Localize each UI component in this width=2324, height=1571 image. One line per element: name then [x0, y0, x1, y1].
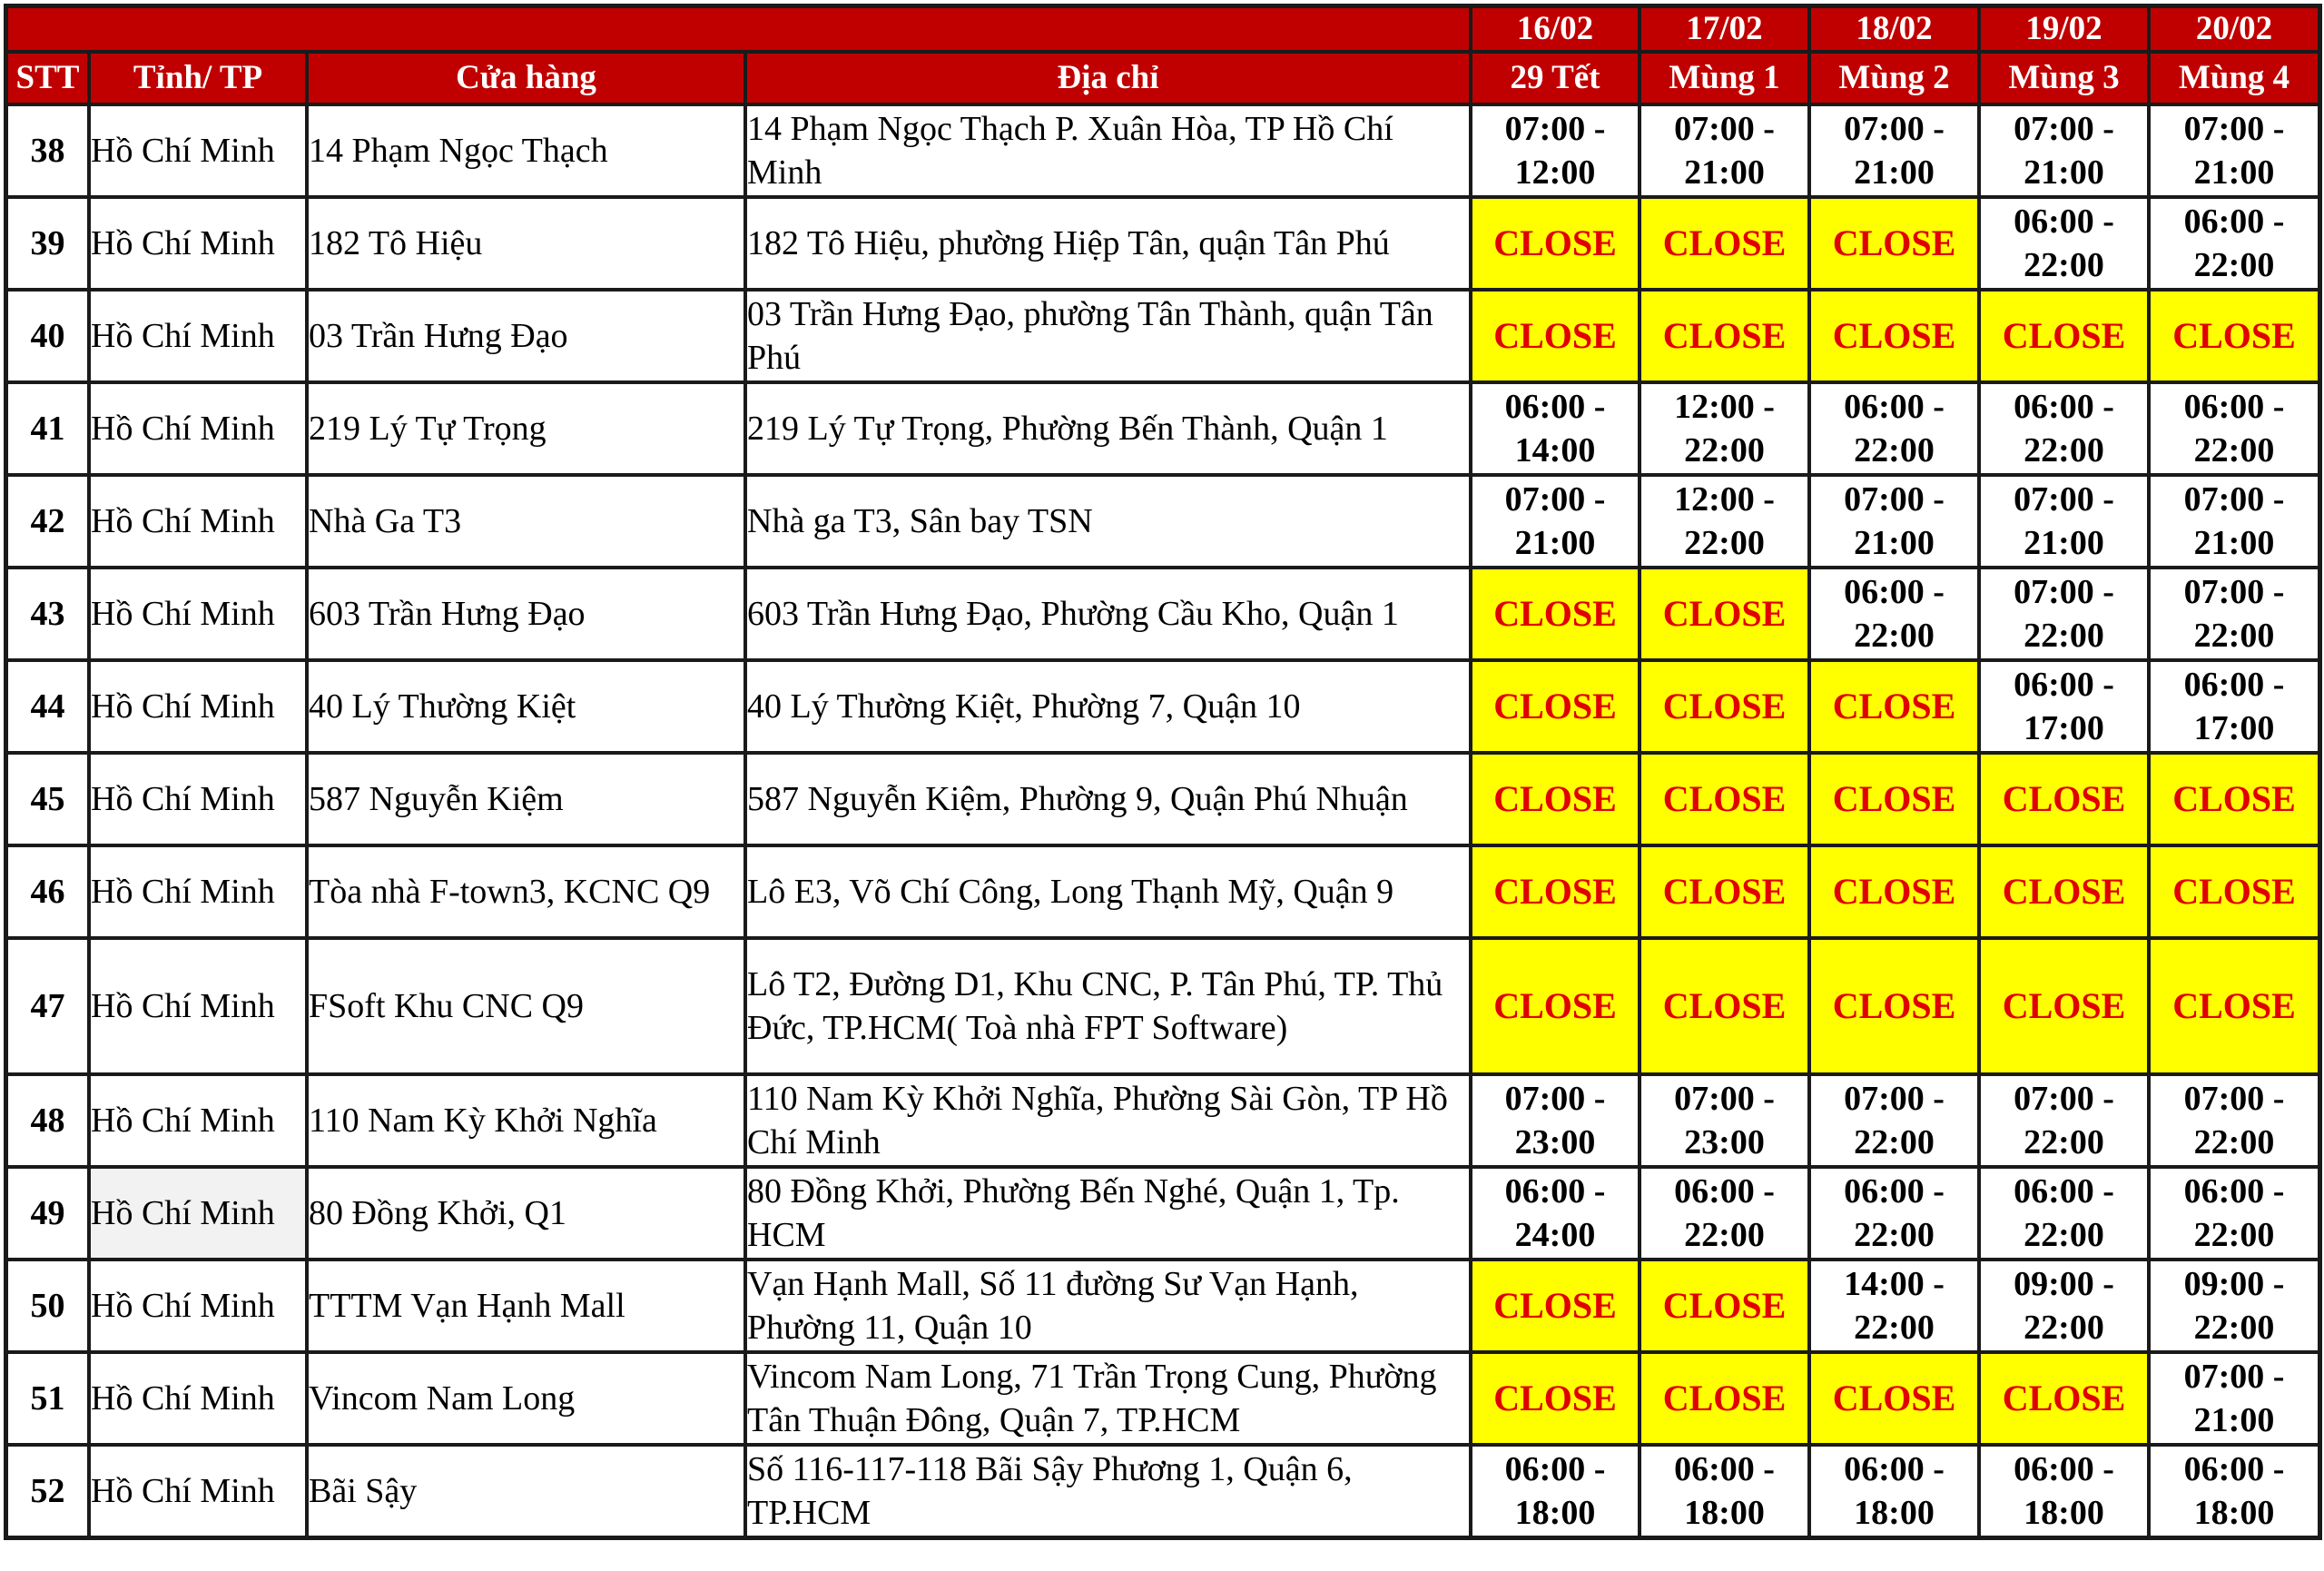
address-cell: 603 Trần Hưng Đạo, Phường Cầu Kho, Quận 1 [745, 568, 1471, 660]
opening-hours-cell: 07:00 - 21:00 [1471, 475, 1640, 568]
opening-hours-cell: 07:00 - 21:00 [1979, 475, 2149, 568]
closed-status-cell: CLOSE [1471, 845, 1640, 938]
store-name-cell: FSoft Khu CNC Q9 [307, 938, 745, 1074]
opening-hours-cell: 07:00 - 22:00 [1809, 1074, 1979, 1167]
address-cell: 219 Lý Tự Trọng, Phường Bến Thành, Quận 1 [745, 382, 1471, 475]
lunar-day-header: 29 Tết [1471, 52, 1640, 104]
opening-hours-cell: 06:00 - 17:00 [2149, 660, 2319, 753]
date-header: 16/02 [1471, 6, 1640, 52]
table-row [6, 1445, 2319, 1537]
table-row [6, 568, 2319, 660]
closed-status-cell: CLOSE [1471, 753, 1640, 845]
table-row [6, 1074, 2319, 1167]
opening-hours-cell: 07:00 - 22:00 [1979, 568, 2149, 660]
closed-status-cell: CLOSE [1979, 290, 2149, 382]
opening-hours-cell: 06:00 - 22:00 [2149, 197, 2319, 290]
date-header: 18/02 [1809, 6, 1979, 52]
address-cell: 40 Lý Thường Kiệt, Phường 7, Quận 10 [745, 660, 1471, 753]
store-name-cell: TTTM Vạn Hạnh Mall [307, 1260, 745, 1352]
province-cell: Hồ Chí Minh [89, 1074, 307, 1167]
address-cell: 03 Trần Hưng Đạo, phường Tân Thành, quận Tân Phú [745, 290, 1471, 382]
province-cell: Hồ Chí Minh [89, 845, 307, 938]
opening-hours-cell: 06:00 - 22:00 [1809, 382, 1979, 475]
province-cell: Hồ Chí Minh [89, 1352, 307, 1445]
closed-status-cell: CLOSE [1471, 568, 1640, 660]
store-name-cell: 219 Lý Tự Trọng [307, 382, 745, 475]
opening-hours-cell: 06:00 - 17:00 [1979, 660, 2149, 753]
table-row [6, 104, 2319, 197]
closed-status-cell: CLOSE [1471, 290, 1640, 382]
opening-hours-cell: 07:00 - 23:00 [1471, 1074, 1640, 1167]
opening-hours-cell: 07:00 - 21:00 [1809, 475, 1979, 568]
row-number: 38 [6, 104, 89, 197]
opening-hours-cell: 07:00 - 21:00 [1640, 104, 1809, 197]
date-header: 17/02 [1640, 6, 1809, 52]
closed-status-cell: CLOSE [1809, 290, 1979, 382]
opening-hours-cell: 06:00 - 22:00 [1979, 382, 2149, 475]
store-name-cell: 587 Nguyễn Kiệm [307, 753, 745, 845]
province-cell: Hồ Chí Minh [89, 104, 307, 197]
province-cell: Hồ Chí Minh [89, 753, 307, 845]
opening-hours-cell: 09:00 - 22:00 [1979, 1260, 2149, 1352]
opening-hours-cell: 07:00 - 21:00 [1979, 104, 2149, 197]
closed-status-cell: CLOSE [1809, 753, 1979, 845]
column-header-row [6, 52, 2319, 104]
closed-status-cell: CLOSE [1809, 938, 1979, 1074]
address-cell: 14 Phạm Ngọc Thạch P. Xuân Hòa, TP Hồ Chí Minh [745, 104, 1471, 197]
address-cell: Lô E3, Võ Chí Công, Long Thạnh Mỹ, Quận 9 [745, 845, 1471, 938]
closed-status-cell: CLOSE [1640, 845, 1809, 938]
opening-hours-cell: 12:00 - 22:00 [1640, 382, 1809, 475]
store-name-cell: Tòa nhà F-town3, KCNC Q9 [307, 845, 745, 938]
row-number: 39 [6, 197, 89, 290]
opening-hours-cell: 06:00 - 18:00 [1809, 1445, 1979, 1537]
opening-hours-cell: 07:00 - 22:00 [1979, 1074, 2149, 1167]
date-header: 19/02 [1979, 6, 2149, 52]
address-cell: Số 116-117-118 Bãi Sậy Phương 1, Quận 6, TP.HCM [745, 1445, 1471, 1537]
opening-hours-cell: 06:00 - 22:00 [1809, 1167, 1979, 1260]
closed-status-cell: CLOSE [1640, 1260, 1809, 1352]
table-row [6, 290, 2319, 382]
closed-status-cell: CLOSE [1979, 1352, 2149, 1445]
row-number: 48 [6, 1074, 89, 1167]
opening-hours-cell: 06:00 - 22:00 [1640, 1167, 1809, 1260]
opening-hours-cell: 07:00 - 21:00 [2149, 475, 2319, 568]
opening-hours-cell: 07:00 - 23:00 [1640, 1074, 1809, 1167]
table-row [6, 475, 2319, 568]
closed-status-cell: CLOSE [1471, 660, 1640, 753]
closed-status-cell: CLOSE [1640, 568, 1809, 660]
opening-hours-cell: 06:00 - 22:00 [1979, 197, 2149, 290]
province-cell: Hồ Chí Minh [89, 382, 307, 475]
closed-status-cell: CLOSE [1640, 290, 1809, 382]
province-cell: Hồ Chí Minh [89, 568, 307, 660]
store-name-cell: 40 Lý Thường Kiệt [307, 660, 745, 753]
closed-status-cell: CLOSE [2149, 845, 2319, 938]
address-cell: Vincom Nam Long, 71 Trần Trọng Cung, Phường Tân Thuận Đông, Quận 7, TP.HCM [745, 1352, 1471, 1445]
address-cell: Nhà ga T3, Sân bay TSN [745, 475, 1471, 568]
opening-hours-cell: 06:00 - 14:00 [1471, 382, 1640, 475]
store-name-cell: 182 Tô Hiệu [307, 197, 745, 290]
province-cell: Hồ Chí Minh [89, 290, 307, 382]
province-cell: Hồ Chí Minh [89, 1445, 307, 1537]
lunar-day-header: Mùng 1 [1640, 52, 1809, 104]
row-number: 47 [6, 938, 89, 1074]
address-cell: 182 Tô Hiệu, phường Hiệp Tân, quận Tân Phú [745, 197, 1471, 290]
store-name-cell: 03 Trần Hưng Đạo [307, 290, 745, 382]
store-name-cell: Vincom Nam Long [307, 1352, 745, 1445]
table-header [6, 6, 2319, 104]
header-blank [6, 6, 1471, 52]
row-number: 50 [6, 1260, 89, 1352]
store-name-cell: 14 Phạm Ngọc Thạch [307, 104, 745, 197]
date-header-row [6, 6, 2319, 52]
closed-status-cell: CLOSE [1640, 753, 1809, 845]
store-name-cell: 603 Trần Hưng Đạo [307, 568, 745, 660]
opening-hours-cell: 06:00 - 22:00 [1809, 568, 1979, 660]
row-number: 45 [6, 753, 89, 845]
address-cell: Vạn Hạnh Mall, Số 11 đường Sư Vạn Hạnh, Phường 11, Quận 10 [745, 1260, 1471, 1352]
opening-hours-cell: 07:00 - 21:00 [2149, 104, 2319, 197]
address-cell: Lô T2, Đường D1, Khu CNC, P. Tân Phú, TP. Thủ Đức, TP.HCM( Toà nhà FPT Software) [745, 938, 1471, 1074]
opening-hours-cell: 07:00 - 21:00 [2149, 1352, 2319, 1445]
opening-hours-cell: 14:00 - 22:00 [1809, 1260, 1979, 1352]
opening-hours-cell: 06:00 - 24:00 [1471, 1167, 1640, 1260]
table-body [6, 104, 2319, 1537]
province-cell: Hồ Chí Minh [89, 1260, 307, 1352]
opening-hours-cell: 06:00 - 18:00 [1471, 1445, 1640, 1537]
closed-status-cell: CLOSE [1979, 845, 2149, 938]
table-row [6, 197, 2319, 290]
opening-hours-cell: 06:00 - 22:00 [2149, 1167, 2319, 1260]
row-number: 42 [6, 475, 89, 568]
row-number: 44 [6, 660, 89, 753]
closed-status-cell: CLOSE [1471, 1260, 1640, 1352]
store-name-cell: 110 Nam Kỳ Khởi Nghĩa [307, 1074, 745, 1167]
date-header: 20/02 [2149, 6, 2319, 52]
closed-status-cell: CLOSE [1640, 938, 1809, 1074]
opening-hours-cell: 06:00 - 18:00 [1640, 1445, 1809, 1537]
table-row [6, 660, 2319, 753]
address-cell: 587 Nguyễn Kiệm, Phường 9, Quận Phú Nhuận [745, 753, 1471, 845]
province-cell: Hồ Chí Minh [89, 938, 307, 1074]
store-name-cell: Nhà Ga T3 [307, 475, 745, 568]
column-header-address: Địa chỉ [745, 52, 1471, 104]
lunar-day-header: Mùng 4 [2149, 52, 2319, 104]
store-name-cell: 80 Đồng Khởi, Q1 [307, 1167, 745, 1260]
row-number: 51 [6, 1352, 89, 1445]
closed-status-cell: CLOSE [2149, 290, 2319, 382]
province-cell: Hồ Chí Minh [89, 197, 307, 290]
opening-hours-cell: 07:00 - 21:00 [1809, 104, 1979, 197]
closed-status-cell: CLOSE [1809, 197, 1979, 290]
row-number: 46 [6, 845, 89, 938]
row-number: 43 [6, 568, 89, 660]
closed-status-cell: CLOSE [1471, 938, 1640, 1074]
closed-status-cell: CLOSE [1809, 660, 1979, 753]
closed-status-cell: CLOSE [2149, 938, 2319, 1074]
closed-status-cell: CLOSE [1640, 1352, 1809, 1445]
column-header-province: Tỉnh/ TP [89, 52, 307, 104]
opening-hours-cell: 06:00 - 18:00 [1979, 1445, 2149, 1537]
row-number: 41 [6, 382, 89, 475]
address-cell: 80 Đồng Khởi, Phường Bến Nghé, Quận 1, Tp. HCM [745, 1167, 1471, 1260]
opening-hours-cell: 12:00 - 22:00 [1640, 475, 1809, 568]
column-header-stt: STT [6, 52, 89, 104]
closed-status-cell: CLOSE [1979, 938, 2149, 1074]
table-row [6, 753, 2319, 845]
row-number: 40 [6, 290, 89, 382]
opening-hours-cell: 06:00 - 18:00 [2149, 1445, 2319, 1537]
column-header-store: Cửa hàng [307, 52, 745, 104]
closed-status-cell: CLOSE [1471, 197, 1640, 290]
store-name-cell: Bãi Sậy [307, 1445, 745, 1537]
closed-status-cell: CLOSE [1809, 845, 1979, 938]
closed-status-cell: CLOSE [2149, 753, 2319, 845]
row-number: 52 [6, 1445, 89, 1537]
address-cell: 110 Nam Kỳ Khởi Nghĩa, Phường Sài Gòn, TP Hồ Chí Minh [745, 1074, 1471, 1167]
closed-status-cell: CLOSE [1809, 1352, 1979, 1445]
table-row [6, 845, 2319, 938]
province-cell: Hồ Chí Minh [89, 475, 307, 568]
table-row [6, 1352, 2319, 1445]
lunar-day-header: Mùng 3 [1979, 52, 2149, 104]
closed-status-cell: CLOSE [1640, 660, 1809, 753]
opening-hours-cell: 07:00 - 12:00 [1471, 104, 1640, 197]
table-row [6, 1167, 2319, 1260]
opening-hours-cell: 07:00 - 22:00 [2149, 1074, 2319, 1167]
opening-hours-cell: 06:00 - 22:00 [2149, 382, 2319, 475]
province-cell: Hồ Chí Minh [89, 1167, 307, 1260]
opening-hours-cell: 07:00 - 22:00 [2149, 568, 2319, 660]
opening-hours-cell: 06:00 - 22:00 [1979, 1167, 2149, 1260]
table-row [6, 1260, 2319, 1352]
store-hours-table [4, 4, 2322, 1540]
closed-status-cell: CLOSE [1471, 1352, 1640, 1445]
lunar-day-header: Mùng 2 [1809, 52, 1979, 104]
table-row [6, 382, 2319, 475]
closed-status-cell: CLOSE [1979, 753, 2149, 845]
row-number: 49 [6, 1167, 89, 1260]
closed-status-cell: CLOSE [1640, 197, 1809, 290]
opening-hours-cell: 09:00 - 22:00 [2149, 1260, 2319, 1352]
province-cell: Hồ Chí Minh [89, 660, 307, 753]
table-row [6, 938, 2319, 1074]
